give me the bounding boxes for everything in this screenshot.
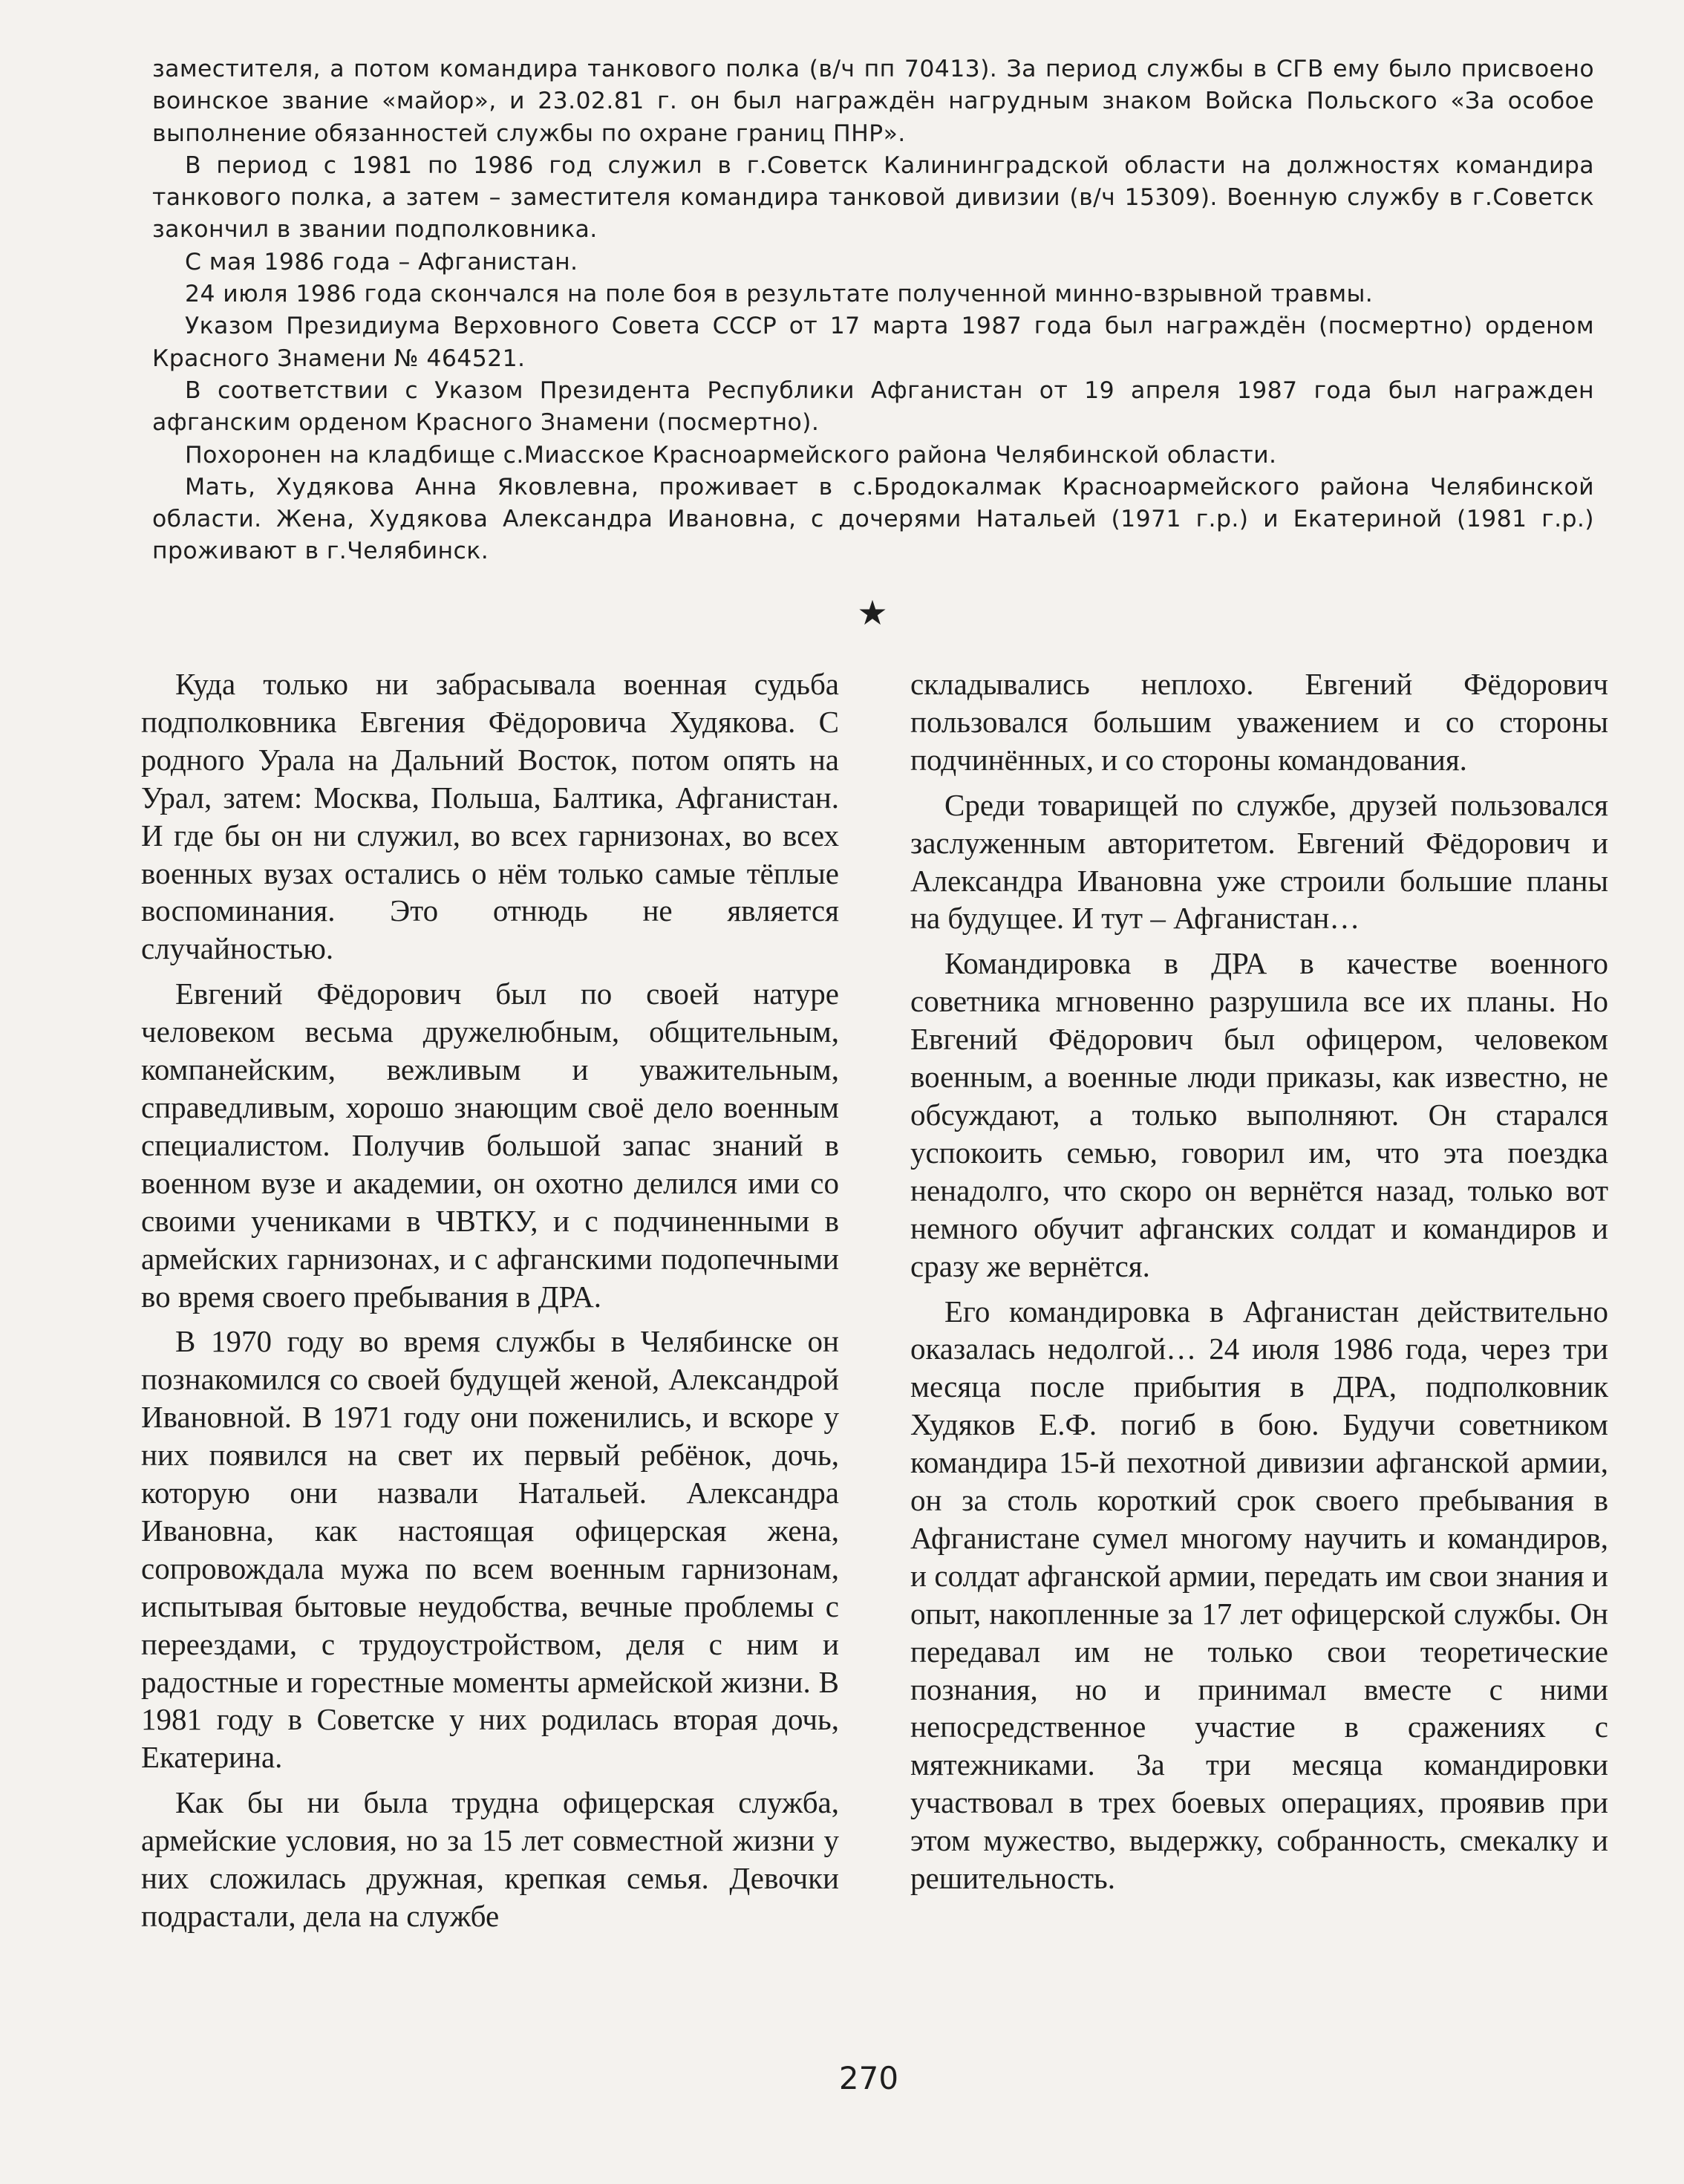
right-column <box>910 665 1608 1905</box>
summary-paragraph: заместителя, а потом командира танкового полка (в/ч пп 70413). За период службы в СГВ ему было присвоено воинское звание «майор», и 23.02.81 г. он был награждён нагрудным знаком Войска Польского «За особое выполнение обязанностей службы по охране границ ПНР». <box>152 56 1594 147</box>
body-paragraph: складывались неплохо. Евгений Фёдорович пользовался большим уважением и со стороны подчинённых, и со стороны командования. <box>910 667 1608 777</box>
summary-paragraph: В соответствии с Указом Президента Республики Афганистан от 19 апреля 1987 года был награжден афганским орденом Красного Знамени (посмертно). <box>152 377 1594 437</box>
body-paragraph: Среди товарищей по службе, друзей пользовался заслуженным авторитетом. Евгений Фёдорович и Александра Ивановна уже строили большие планы на будущее. И тут – Афганистан… <box>910 787 1608 936</box>
summary-paragraph: С мая 1986 года – Афганистан. <box>185 248 578 276</box>
biography-summary <box>152 53 1594 568</box>
left-column <box>141 665 839 1943</box>
body-paragraph: В 1970 году во время службы в Челябинске он познакомился со своей будущей женой, Александрой Ивановной. В 1971 году они поженились, и вскоре у них появился на свет их первый ребёнок, дочь, которую они назвали Натальей. Александра Ивановна, как настоящая офицерская жена, сопровождала мужа по всем военным гарнизонам, испытывая бытовые неудобства, вечные проблемы с переездами, с трудоустройством, деля с ним и радостные и горестные моменты армейской жизни. В 1981 году в Советске у них родилась вторая дочь, Екатерина. <box>141 1324 839 1775</box>
body-paragraph: Евгений Фёдорович был по своей натуре человеком весьма дружелюбным, общительным, компанейским, вежливым и уважительным, справедливым, хорошо знающим своё дело военным специалистом. Получив большой запас знаний в военном вузе и академии, он охотно делился ими со своими учениками в ЧВТКУ, и с подчиненными в армейских гарнизонах, и с афганскими подопечными во время своего пребывания в ДРА. <box>141 977 839 1314</box>
body-paragraph: Его командировка в Афганистан действительно оказалась недолгой… 24 июля 1986 года, через три месяца после прибытия в ДРА, подполковник Худяков Е.Ф. погиб в бою. Будучи советником командира 15-й пехотной дивизии афганской армии, он за столь короткий срок своего пребывания в Афганистане сумел многому научить и командиров, и солдат афганской армии, передать им свои знания и опыт, накопленные за 17 лет офицерской службы. Он передавал им не только свои теоретические познания, но и принимал вместе с ними непосредственное участие в сражениях с мятежниками. За три месяца командировки участвовал в трех боевых операциях, проявив при этом мужество, выдержку, собранность, смекалку и решительность. <box>910 1294 1608 1896</box>
body-paragraph: Как бы ни была трудна офицерская служба, армейские условия, но за 15 лет совместной жизни у них сложилась дружная, крепкая семья. Девочки подрастали, дела на службе <box>141 1785 839 1933</box>
page-number: 270 <box>838 2060 899 2096</box>
summary-paragraph: В период с 1981 по 1986 год служил в г.Советск Калининградской области на должностях командира танкового полка, а затем – заместителя командира танковой дивизии (в/ч 15309). Военную службу в г.Советск закончил в звании подполковника. <box>152 151 1594 244</box>
body-paragraph: Куда только ни забрасывала военная судьба подполковника Евгения Фёдоровича Худякова. С родного Урала на Дальний Восток, потом опять на Урал, затем: Москва, Польша, Балтика, Афганистан. И где бы он ни служил, во всех гарнизонах, во всех военных вузах остались о нём только самые тёплые воспоминания. Это отнюдь не является случайностью. <box>141 667 839 966</box>
summary-paragraph: Мать, Худякова Анна Яковлевна, проживает в с.Бродокалмак Красноармейского района Челябинской области. Жена, Худякова Александра Ивановна, с дочерями Натальей (1971 г.р.) и Екатериной (1981 г.р.) проживают в г.Челябинск. <box>152 473 1594 565</box>
star-separator-icon: ★ <box>857 593 888 633</box>
summary-paragraph: Указом Президиума Верховного Совета СССР от 17 марта 1987 года был награждён (посмертно) орденом Красного Знамени № 464521. <box>152 313 1594 372</box>
body-paragraph: Командировка в ДРА в качестве военного советника мгновенно разрушила все их планы. Но Евгений Фёдорович был офицером, человеком военным, а военные люди приказы, как известно, не обсуждают, а только выполняют. Он старался успокоить семью, говорил им, что эта поездка ненадолго, что скоро он вернётся назад, только вот немного обучит афганских солдат и командиров и сразу же вернётся. <box>910 946 1608 1283</box>
summary-paragraph: Похоронен на кладбище с.Миасское Красноармейского района Челябинской области. <box>185 441 1277 469</box>
summary-paragraph: 24 июля 1986 года скончался на поле боя в результате полученной минно-взрывной травмы. <box>185 281 1374 308</box>
